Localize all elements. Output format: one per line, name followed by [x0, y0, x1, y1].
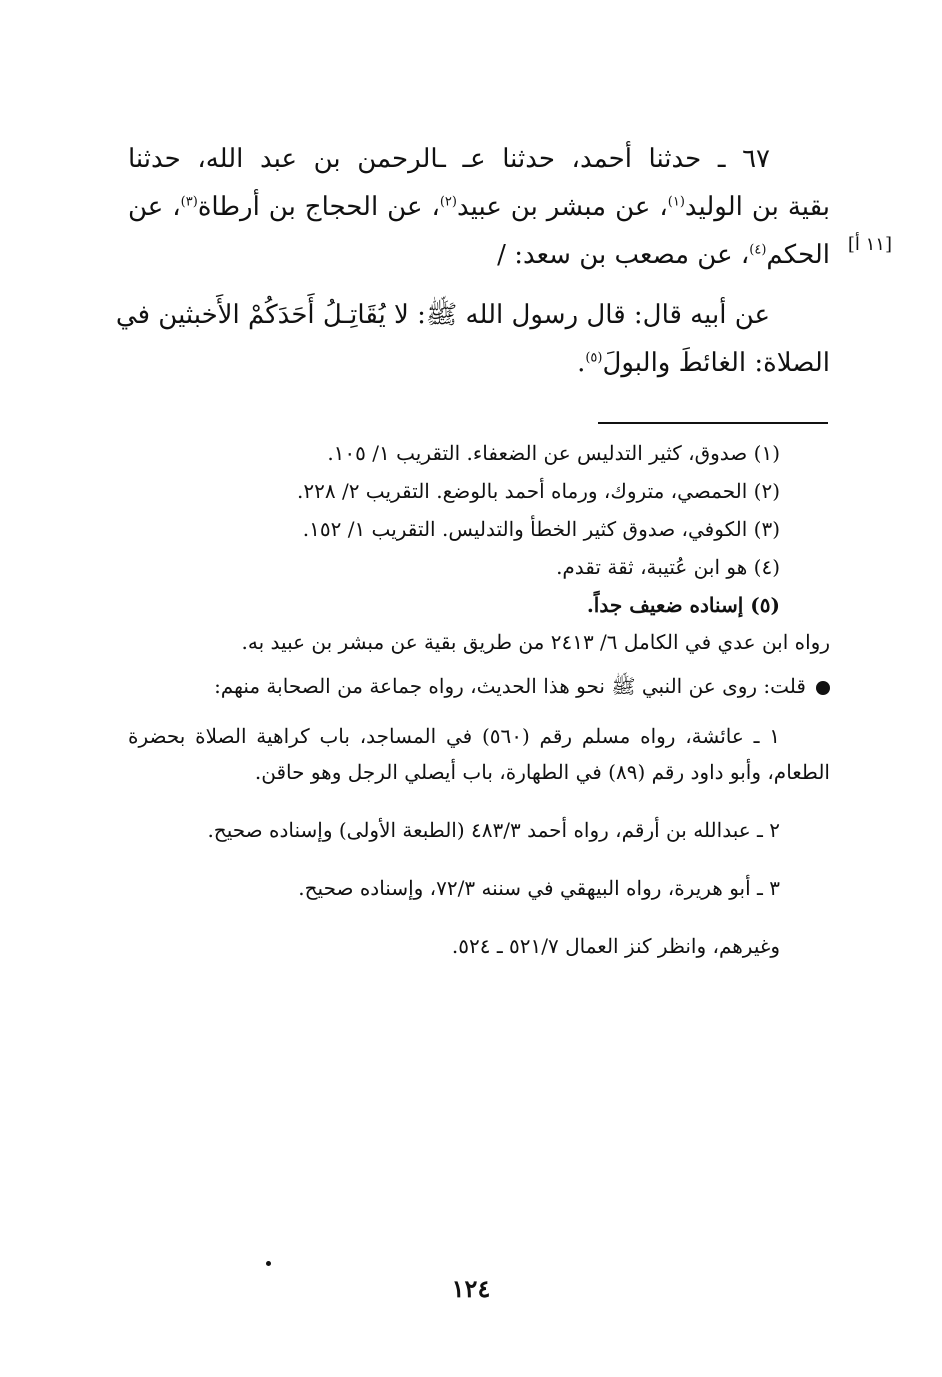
footnote-ref-2[interactable]: (٢) — [439, 194, 457, 210]
source-1-line-1: ١ ـ عائشة، رواه مسلم رقم (٥٦٠) في المساجد، باب كراهية الصلاة بحضرة — [128, 724, 780, 748]
source-3: ٣ ـ أبو هريرة، رواه البيهقي في سننه ٧٢/٣، وإسناده صحيح. — [298, 876, 780, 900]
footnote-5: (٥) إسناده ضعيف جداً. — [586, 593, 780, 617]
footnote-ref-5[interactable]: (٥) — [585, 350, 603, 366]
hadith-line-3 — [128, 231, 830, 279]
comment-intro-text: قلت: روى عن النبي ﷺ نحو هذا الحديث، رواه جماعة من الصحابة منهم: — [214, 674, 806, 698]
page-number: ١٢٤ — [451, 1274, 491, 1303]
hadith-text-segment: ، عن مصعب بن سعد: / — [497, 240, 750, 270]
footnote-4: (٤) هو ابن عُتيبة، ثقة تقدم. — [556, 555, 780, 579]
footnote-ref-3[interactable]: (٣) — [180, 194, 198, 210]
hadith-line-2 — [128, 183, 830, 231]
comment-intro — [128, 668, 830, 704]
hadith-text-segment: . — [577, 348, 586, 378]
hadith-text-segment: الصلاة: الغائطَ والبولَ — [602, 348, 830, 378]
source-1-line-2: الطعام، وأبو داود رقم (٨٩) في الطهارة، باب أيصلي الرجل وهو حاقن. — [254, 760, 830, 784]
manuscript-folio-marker: [١١ أ] — [847, 234, 892, 255]
hadith-text-segment: الحكم — [766, 240, 830, 270]
footnote-1: (١) صدوق، كثير التدليس عن الضعفاء. التقريب ١/ ١٠٥. — [327, 441, 780, 465]
footnote-divider — [598, 422, 828, 424]
footnotes-section — [128, 434, 830, 964]
hadith-text-segment: ، عن مبشر بن عبيد — [456, 192, 668, 222]
hadith-line-5 — [128, 339, 830, 387]
footnote-ref-4[interactable]: (٤) — [749, 242, 767, 258]
closing-reference: وغيرهم، وانظر كنز العمال ٥٢١/٧ ـ ٥٢٤. — [451, 934, 780, 958]
hadith-text — [115, 135, 831, 387]
bullet-icon — [816, 681, 830, 695]
footnote-2: (٢) الحمصي، متروك، ورماه أحمد بالوضع. التقريب ٢/ ٢٢٨. — [297, 479, 780, 503]
hadith-line-4: عن أبيه قال: قال رسول الله ﷺ: لا يُقَاتِـلُ أَحَدَكُمْ الأَخبثين في — [115, 300, 770, 330]
takhrij-note: رواه ابن عدي في الكامل ٦/ ٢٤١٣ من طريق بقية عن مبشر بن عبيد به. — [241, 630, 830, 654]
source-2: ٢ ـ عبدالله بن أرقم، رواه أحمد ٤٨٣/٣ (الطبعة الأولى) وإسناده صحيح. — [207, 818, 780, 842]
stray-dot — [266, 1261, 271, 1266]
hadith-text-segment: ، عن الحجاج بن أرطاة — [197, 192, 440, 222]
hadith-line-1: ٦٧ ـ حدثنا أحمد، حدثنا عـ ـالرحمن بن عبد الله، حدثنا — [128, 144, 770, 174]
footnote-3: (٣) الكوفي، صدوق كثير الخطأ والتدليس. التقريب ١/ ١٥٢. — [302, 517, 780, 541]
hadith-text-segment: ، عن — [128, 192, 181, 222]
hadith-text-segment: بقية بن الوليد — [684, 192, 831, 222]
footnote-ref-1[interactable]: (١) — [667, 194, 685, 210]
